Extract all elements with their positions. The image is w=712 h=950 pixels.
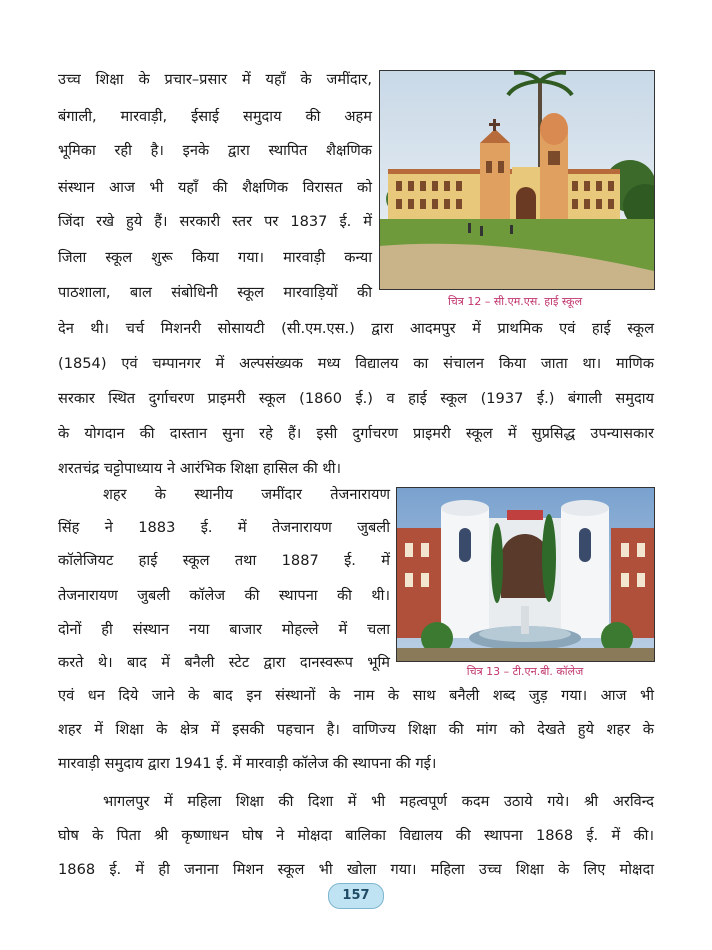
text-line: भागलपुर में महिला शिक्षा की दिशा में भी महत्वपूर्ण कदम उठाये गये। श्री अरविन्द <box>103 793 654 810</box>
figure-13-photo <box>396 487 655 662</box>
text-line: (1854) एवं चम्पानगर में अल्पसंख्यक मध्य विद्यालय का संचालन किया जाता था। माणिक <box>58 355 654 372</box>
text-line: शरतचंद्र चट्टोपाध्याय ने आरंभिक शिक्षा हासिल की थी। <box>58 460 342 477</box>
text-line: सिंह ने 1883 ई. में तेजनारायण जुबली <box>58 519 390 536</box>
text-line: देन थी। चर्च मिशनरी सोसायटी (सी.एम.एस.) द्वारा आदमपुर में प्राथमिक एवं हाई स्कूल <box>58 320 654 337</box>
text-line: दोनों ही संस्थान नया बाजार मोहल्ले में चला <box>58 621 390 638</box>
figure-12-photo <box>379 70 655 290</box>
text-line: सरकार स्थित दुर्गाचरण प्राइमरी स्कूल (1860 ई.) व हाई स्कूल (1937 ई.) बंगाली समुदाय <box>58 390 654 407</box>
text-line: शहर के स्थानीय जमींदार तेजनारायण <box>103 486 390 503</box>
text-line: बंगाली, मारवाड़ी, ईसाई समुदाय की अहम <box>58 108 372 125</box>
text-line: जिंदा रखे हुये हैं। सरकारी स्तर पर 1837 ई. में <box>58 213 372 230</box>
text-line: 1868 ई. में ही जनाना मिशन स्कूल भी खोला गया। महिला उच्च शिक्षा के लिए मोक्षदा <box>58 861 654 878</box>
college-building-image <box>397 488 654 661</box>
text-line: तेजनारायण जुबली कॉलेज की स्थापना की थी। <box>58 587 390 604</box>
text-line: पाठशाला, बाल संबोधिनी स्कूल मारवाड़ियों की <box>58 284 372 301</box>
text-line: के योगदान की दास्तान सुना रहे हैं। इसी दुर्गाचरण प्राइमरी स्कूल में सुप्रसिद्ध उपन्यासकार <box>58 425 654 442</box>
page-number: 157 <box>328 883 384 909</box>
text-line: भूमिका रही है। इनके द्वारा स्थापित शैक्षणिक <box>58 142 372 159</box>
text-line: उच्च शिक्षा के प्रचार–प्रसार में यहाँ के जमींदार, <box>58 71 372 88</box>
text-line: संस्थान आज भी यहाँ की शैक्षणिक विरासत को <box>58 179 372 196</box>
text-line: एवं धन दिये जाने के बाद इन संस्थानों के नाम के साथ बनैली शब्द जुड़ गया। आज भी <box>58 687 654 704</box>
church-school-building-image <box>380 71 654 289</box>
text-line: जिला स्कूल शुरू किया गया। मारवाड़ी कन्या <box>58 249 372 266</box>
text-line: कॉलेजियट हाई स्कूल तथा 1887 ई. में <box>58 552 390 569</box>
text-line: मारवाड़ी समुदाय द्वारा 1941 ई. में मारवाड़ी कॉलेज की स्थापना की गई। <box>58 755 437 772</box>
text-line: घोष के पिता श्री कृष्णाधन घोष ने मोक्षदा बालिका विद्यालय की स्थापना 1868 ई. में की। <box>58 827 654 844</box>
text-line: करते थे। बाद में बनैली स्टेट द्वारा दानस्वरूप भूमि <box>58 654 390 671</box>
figure-13-caption: चित्र 13 – टी.एन.बी. कॉलेज <box>466 665 584 678</box>
figure-12-caption: चित्र 12 – सी.एम.एस. हाई स्कूल <box>447 295 583 308</box>
text-line: शहर में शिक्षा के क्षेत्र में इसकी पहचान है। वाणिज्य शिक्षा की मांग को देखते हुये शहर के <box>58 721 654 738</box>
